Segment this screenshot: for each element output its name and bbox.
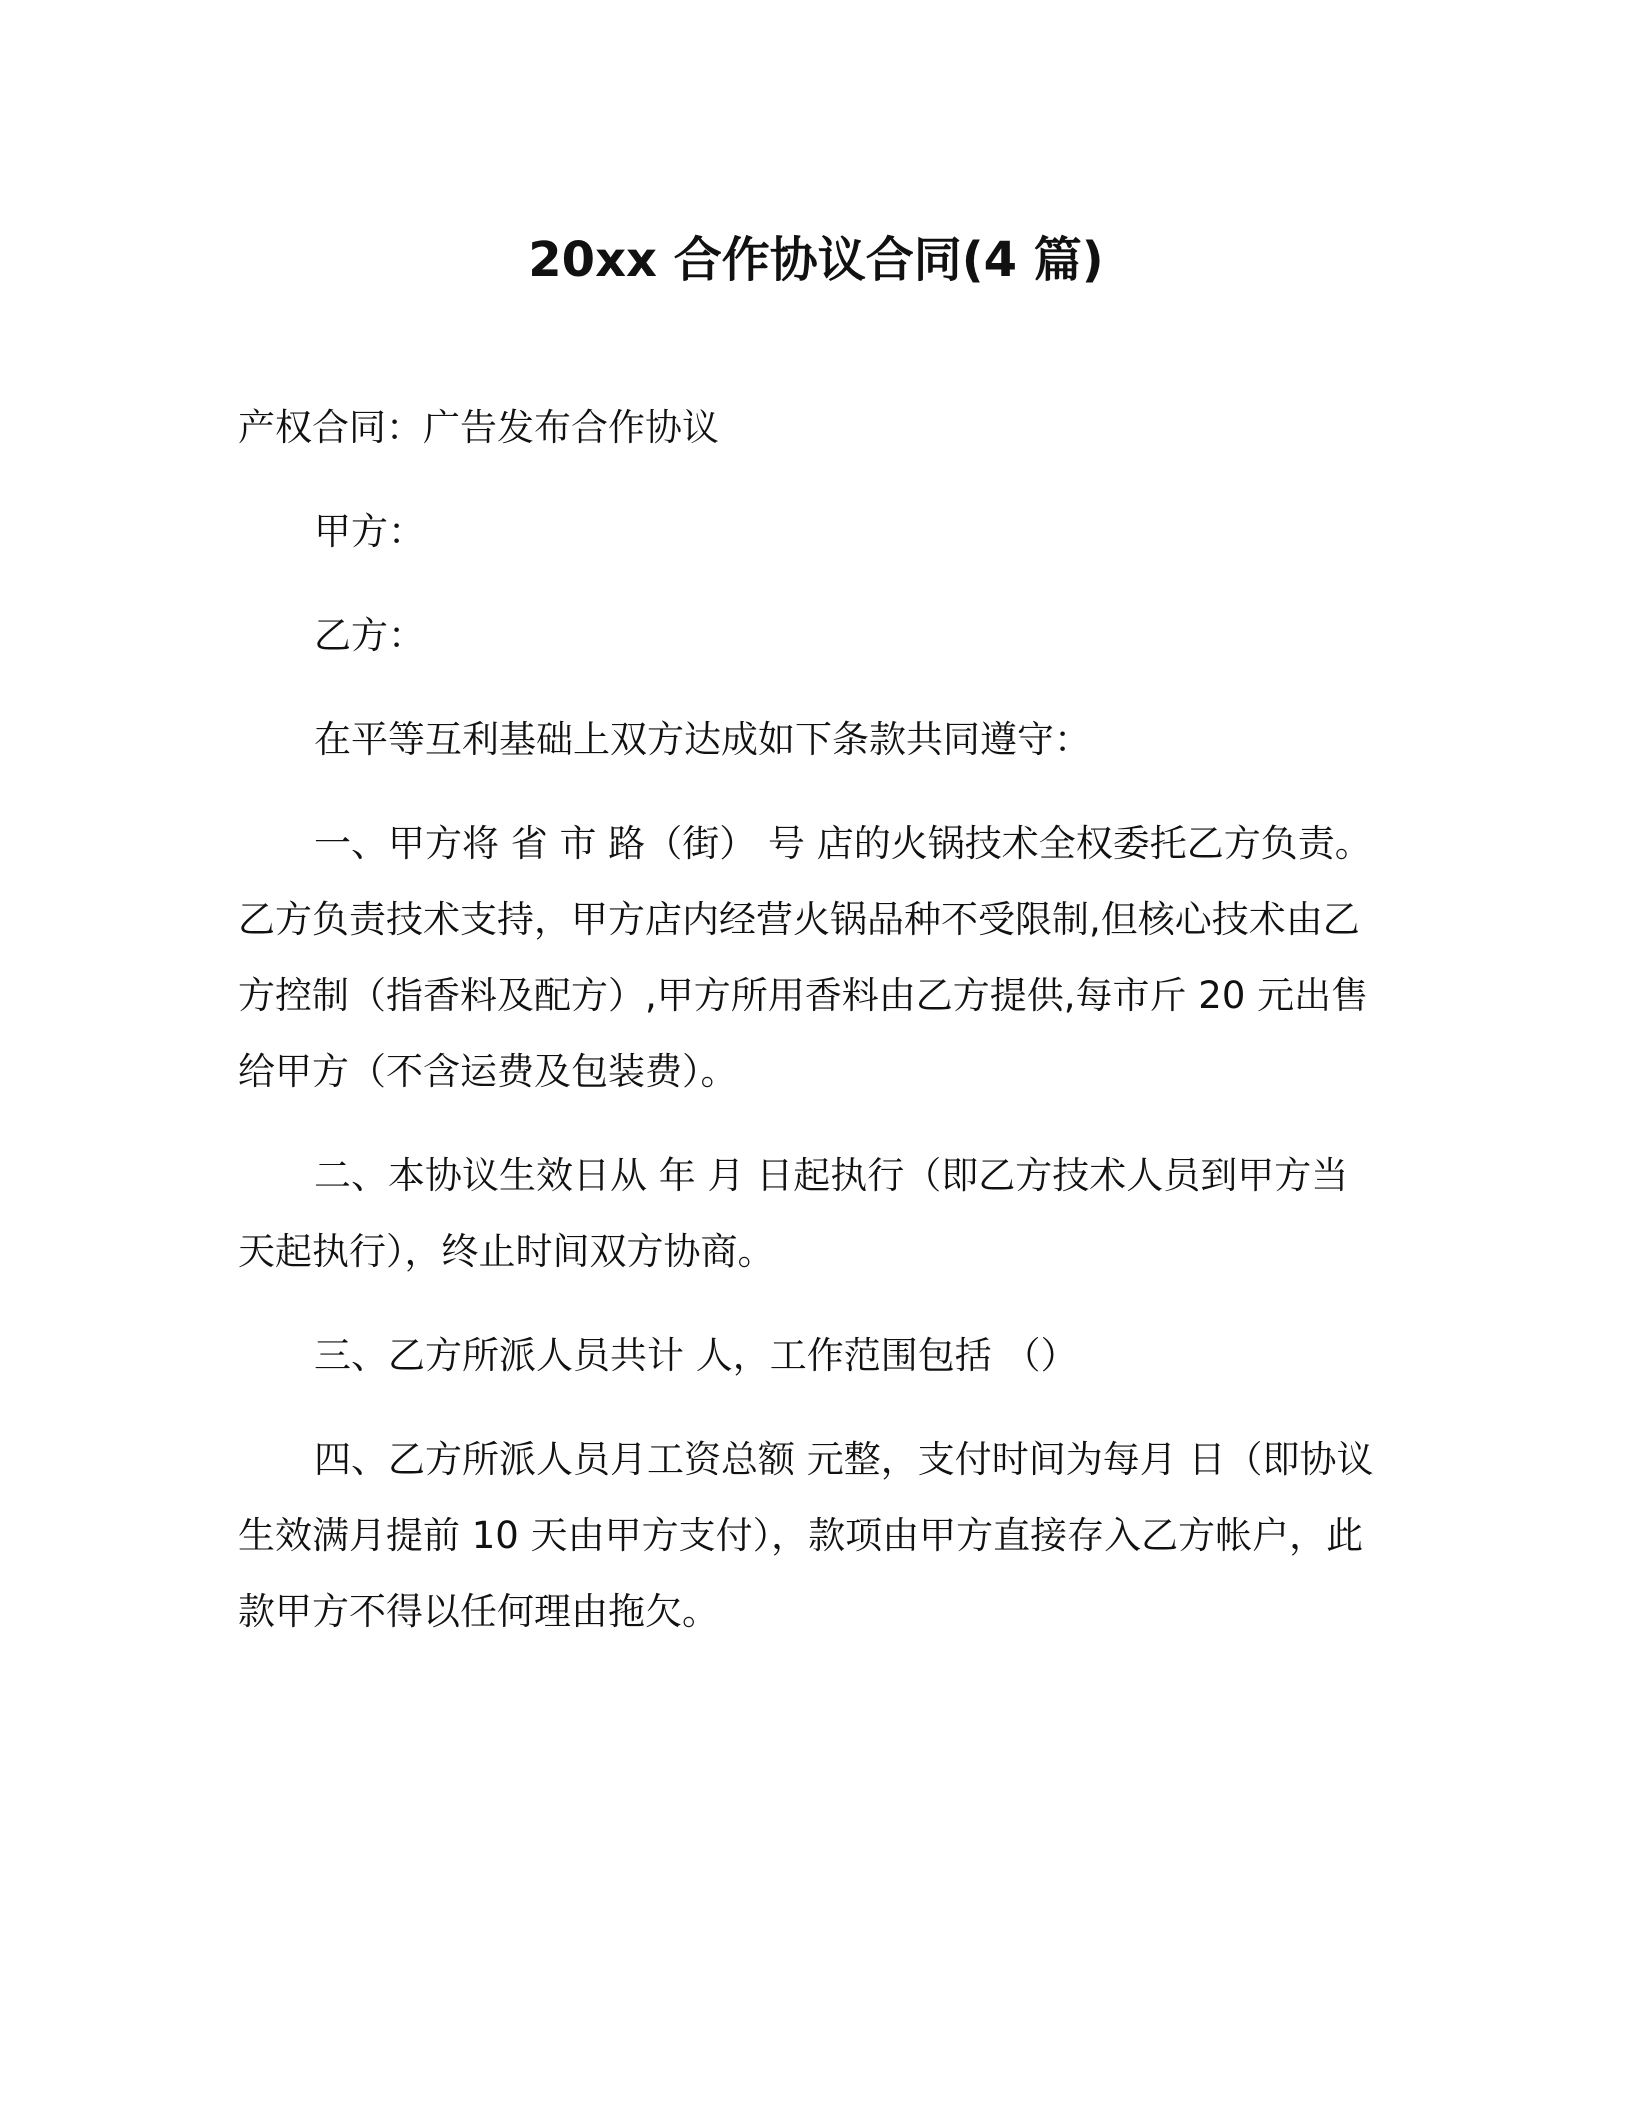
clause-4: 四、乙方所派人员月工资总额 元整，支付时间为每月 日（即协议生效满月提前 10 天由甲方支付），款项由甲方直接存入乙方帐户，此款甲方不得以任何理由拖欠。 (238, 1438, 1374, 1633)
preamble-paragraph: 在平等互利基础上双方达成如下条款共同遵守： (314, 718, 1091, 761)
party-a-label: 甲方： (314, 510, 425, 553)
document-title: 20xx 合作协议合同(4 篇) (528, 232, 1104, 288)
clause-3: 三、乙方所派人员共计 人，工作范围包括 （） (314, 1334, 1078, 1377)
party-b-label: 乙方： (314, 614, 425, 657)
clause-1: 一、甲方将 省 市 路（街） 号 店的火锅技术全权委托乙方负责。乙方负责技术支持，甲方店内经营火锅品种不受限制,但核心技术由乙方控制（指香料及配方）,甲方所用香料由乙方提供,每市斤 20 元出售给甲方（不含运费及包装费）。 (238, 822, 1372, 1093)
clause-2: 二、本协议生效日从 年 月 日起执行（即乙方技术人员到甲方当天起执行），终止时间双方协商。 (238, 1154, 1349, 1273)
contract-subtitle: 产权合同：广告发布合作协议 (238, 406, 719, 449)
document-body (238, 390, 1378, 1678)
